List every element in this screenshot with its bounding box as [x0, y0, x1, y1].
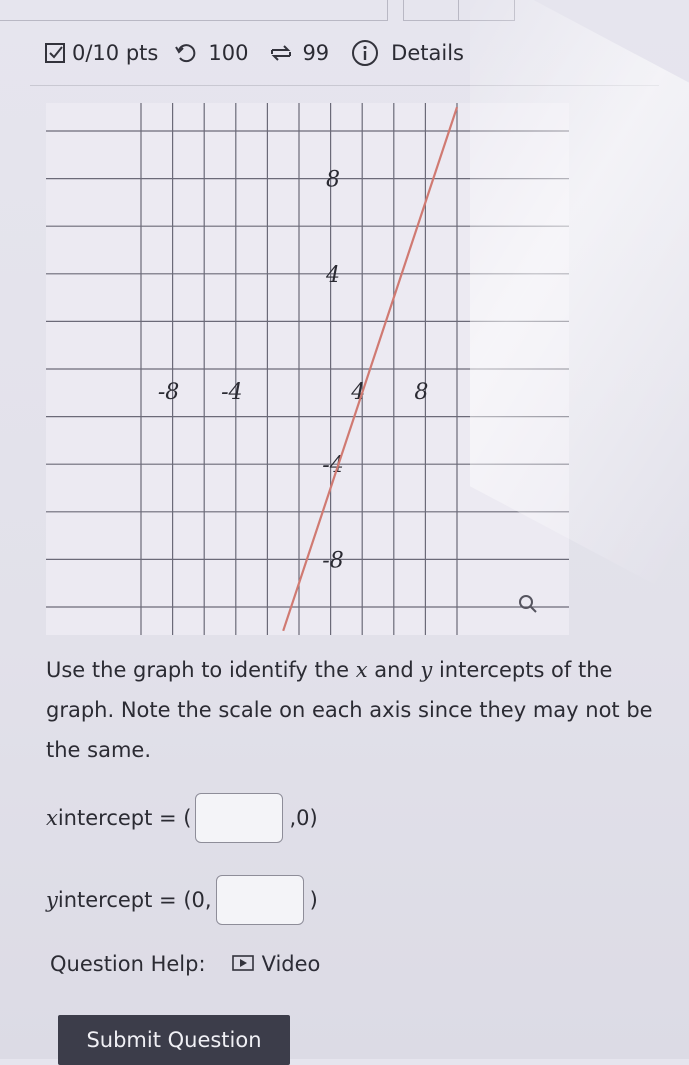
y-intercept-label: intercept = (0,: [57, 888, 212, 912]
y-intercept-suffix: ): [309, 888, 318, 912]
details-link[interactable]: [351, 39, 464, 67]
x-tick-label: 8: [414, 380, 429, 405]
y-tick-label: -8: [322, 548, 344, 574]
checkbox-icon: [44, 42, 66, 64]
coordinate-graph: [46, 103, 569, 635]
score: [44, 41, 158, 65]
question-header: [44, 32, 464, 74]
submit-button[interactable]: Submit Question: [58, 1015, 290, 1065]
question-var-x: x: [355, 658, 368, 682]
x-intercept-suffix: ,0): [289, 806, 318, 830]
attempts-text: 99: [302, 41, 330, 65]
question-text: [46, 650, 666, 770]
question-help: [50, 952, 320, 976]
question-var-y: y: [420, 658, 433, 682]
score-text: 0/10 pts: [72, 41, 159, 65]
y-intercept-input[interactable]: [216, 875, 304, 925]
question-text-2: and: [367, 658, 421, 682]
header-divider: [30, 85, 659, 86]
x-intercept-row: [46, 793, 318, 843]
video-link[interactable]: [232, 952, 321, 976]
info-icon: [351, 39, 379, 67]
top-frame-left: [0, 0, 388, 21]
video-label[interactable]: Video: [261, 952, 321, 976]
x-tick-label: -4: [221, 380, 243, 405]
repeat-icon: [268, 40, 294, 66]
y-tick-label: -4: [322, 453, 344, 479]
retries-text: 100: [208, 41, 249, 65]
video-icon: [232, 952, 254, 976]
question-text-3: intercepts of the graph. Note the scale on each axis since they may not be the same.: [46, 658, 653, 762]
y-intercept-row: [46, 875, 318, 925]
undo-icon: [174, 41, 198, 65]
x-intercept-var: x: [46, 806, 58, 830]
question-help-label: Question Help:: [50, 952, 206, 976]
details-label[interactable]: Details: [391, 41, 464, 65]
x-tick-label: 4: [351, 380, 366, 405]
retries: [174, 41, 248, 65]
x-intercept-label: intercept = (: [57, 806, 192, 830]
top-frame-divider: [458, 0, 459, 21]
question-text-1: Use the graph to identify the: [46, 658, 356, 682]
y-tick-label: 8: [326, 167, 340, 193]
x-intercept-input[interactable]: [195, 793, 283, 843]
y-tick-label: 4: [326, 262, 340, 288]
y-intercept-var: y: [46, 888, 58, 912]
x-tick-label: -8: [157, 380, 180, 405]
top-frame-right: [403, 0, 515, 21]
attempts: [268, 40, 329, 66]
